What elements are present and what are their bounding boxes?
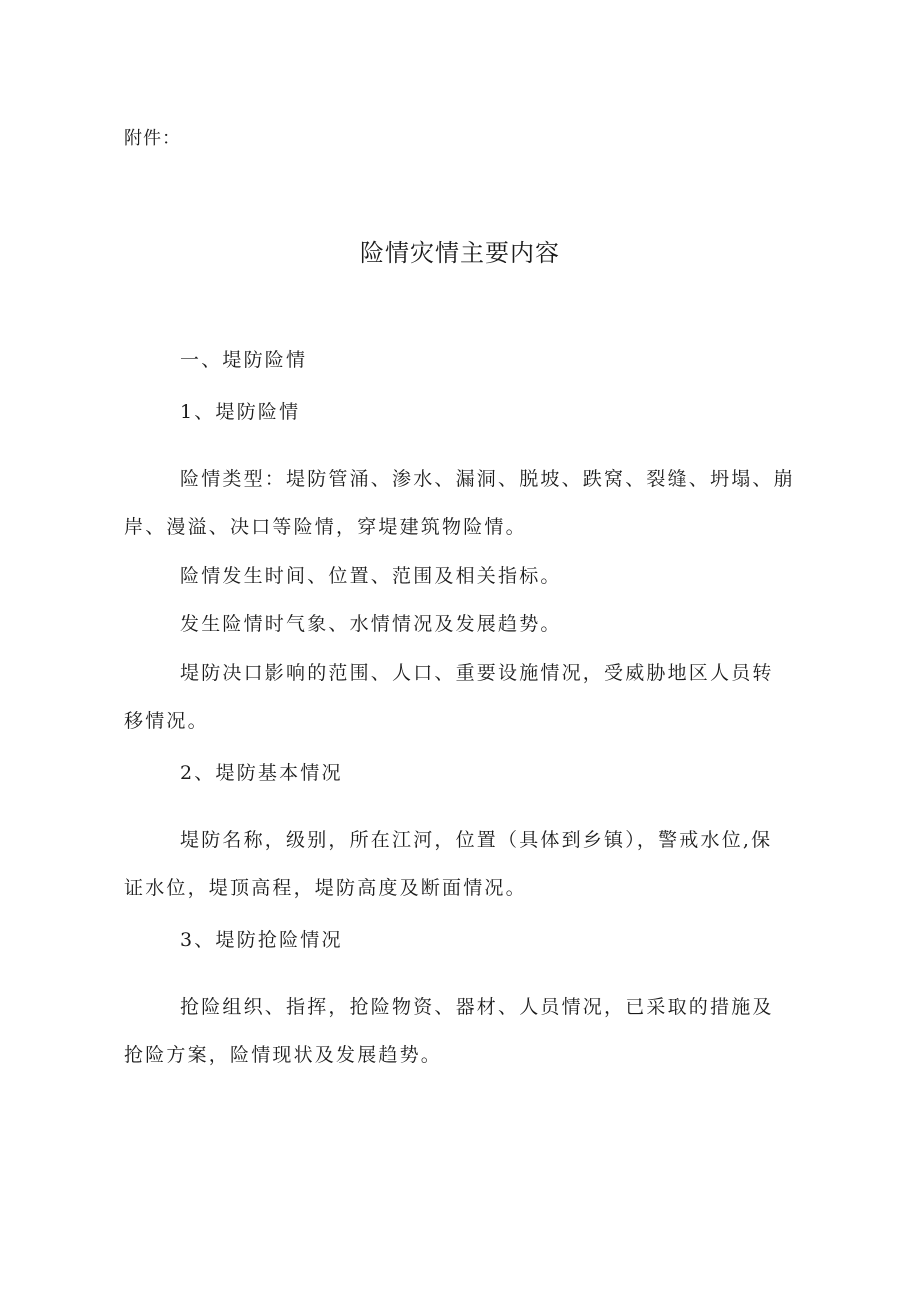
- paragraph-rescue-line-2: 抢险方案，险情现状及发展趋势。: [124, 1044, 443, 1066]
- subsection-heading-1: 1、堤防险情: [180, 401, 301, 423]
- paragraph-weather-conditions: 发生险情时气象、水情情况及发展趋势。: [180, 613, 562, 635]
- section-heading-levee-hazard: 一、堤防险情: [180, 349, 308, 371]
- paragraph-rescue-line-1: 抢险组织、指挥，抢险物资、器材、人员情况，已采取的措施及: [180, 996, 774, 1018]
- document-title: 险情灾情主要内容: [360, 239, 560, 267]
- attachment-label: 附件：: [124, 128, 181, 149]
- paragraph-levee-basics-line-2: 证水位，堤顶高程，堤防高度及断面情况。: [124, 877, 527, 899]
- paragraph-breach-impact-line-1: 堤防决口影响的范围、人口、重要设施情况，受威胁地区人员转: [180, 662, 774, 684]
- paragraph-hazard-types-line-2: 岸、漫溢、决口等险情，穿堤建筑物险情。: [124, 516, 527, 538]
- paragraph-levee-basics-line-1: 堤防名称，级别，所在江河，位置（具体到乡镇），警戒水位,保: [180, 829, 773, 851]
- paragraph-hazard-time: 险情发生时间、位置、范围及相关指标。: [180, 565, 562, 587]
- subsection-heading-2: 2、堤防基本情况: [180, 762, 343, 784]
- subsection-heading-3: 3、堤防抢险情况: [180, 929, 343, 951]
- paragraph-hazard-types-line-1: 险情类型：堤防管涌、渗水、漏洞、脱坡、跌窝、裂缝、坍塌、崩: [180, 468, 795, 490]
- paragraph-breach-impact-line-2: 移情况。: [124, 710, 209, 732]
